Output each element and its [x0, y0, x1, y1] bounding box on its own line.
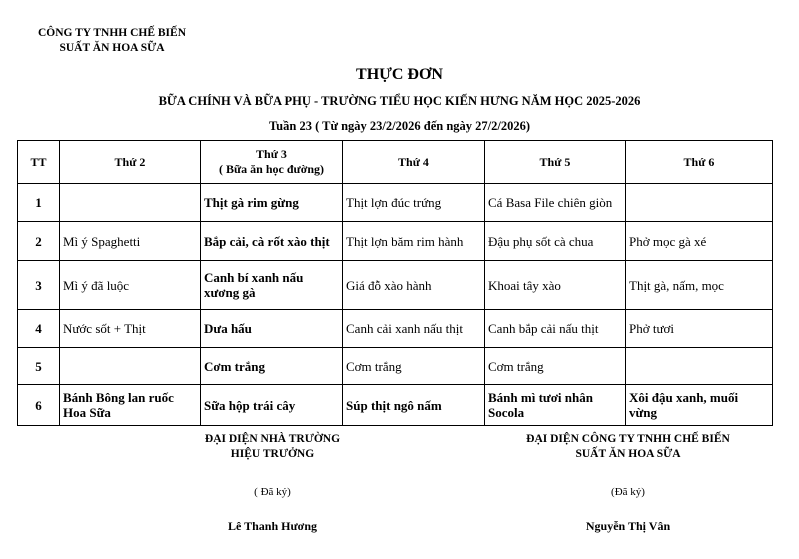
cell-thu2: Mì ý Spaghetti [60, 222, 201, 261]
header-tt: TT [18, 141, 60, 184]
cell-thu5: Canh bắp cải nấu thịt [485, 310, 626, 348]
cell-tt: 1 [18, 184, 60, 222]
header-thu3 [201, 141, 343, 184]
company-signer-name: Nguyễn Thị Vân [585, 519, 671, 533]
company-rep-title: ĐẠI DIỆN CÔNG TY TNHH CHẾ BIẾN [526, 433, 730, 445]
table-header-row [18, 141, 773, 184]
company-name-line1: CÔNG TY TNHH CHẾ BIẾN [37, 27, 187, 39]
page-title: THỰC ĐƠN [356, 66, 443, 83]
header-thu3-day: Thứ 3 [256, 147, 287, 161]
cell-thu6: Thịt gà, nấm, mọc [626, 261, 773, 310]
table-row [18, 222, 773, 261]
cell-tt: 3 [18, 261, 60, 310]
company-name-line2: SUẤT ĂN HOA SỮA [59, 42, 165, 54]
cell-thu3: Thịt gà rim gừng [201, 184, 343, 222]
cell-thu2 [60, 184, 201, 222]
cell-thu3: Bắp cải, cà rốt xào thịt [201, 222, 343, 261]
cell-thu2: Nước sốt + Thịt [60, 310, 201, 348]
cell-tt: 6 [18, 385, 60, 426]
table-row [18, 261, 773, 310]
cell-thu6: Xôi đậu xanh, muối vừng [626, 385, 773, 426]
cell-thu4: Thịt lợn đúc trứng [343, 184, 485, 222]
cell-thu4: Cơm trắng [343, 348, 485, 385]
cell-thu4: Canh cải xanh nấu thịt [343, 310, 485, 348]
cell-thu2: Mì ý đã luộc [60, 261, 201, 310]
table-row [18, 310, 773, 348]
school-signed-note: ( Đã ký) [254, 486, 291, 498]
cell-thu6 [626, 184, 773, 222]
cell-thu2 [60, 348, 201, 385]
company-signature-block [478, 432, 778, 534]
cell-tt: 2 [18, 222, 60, 261]
cell-thu5: Cá Basa File chiên giòn [485, 184, 626, 222]
menu-table [17, 140, 773, 426]
cell-thu4: Súp thịt ngô nấm [343, 385, 485, 426]
cell-thu3: Cơm trắng [201, 348, 343, 385]
school-signature-block [150, 432, 395, 534]
cell-thu5: Khoai tây xào [485, 261, 626, 310]
cell-thu5: Đậu phụ sốt cà chua [485, 222, 626, 261]
cell-thu2: Bánh Bông lan ruốc Hoa Sữa [60, 385, 201, 426]
table-row [18, 385, 773, 426]
school-rep-title: ĐẠI DIỆN NHÀ TRƯỜNG [204, 433, 341, 445]
cell-thu5: Bánh mì tươi nhân Socola [485, 385, 626, 426]
cell-thu3: Canh bí xanh nấu xương gà [201, 261, 343, 310]
header-thu6: Thứ 6 [626, 141, 773, 184]
company-rep-name-line: SUẤT ĂN HOA SỮA [575, 448, 681, 460]
cell-thu6: Phở tươi [626, 310, 773, 348]
company-signed-note: (Đã ký) [611, 486, 645, 498]
cell-tt: 4 [18, 310, 60, 348]
cell-thu5: Cơm trắng [485, 348, 626, 385]
cell-tt: 5 [18, 348, 60, 385]
cell-thu6 [626, 348, 773, 385]
week-range: Tuần 23 ( Từ ngày 23/2/2026 đến ngày 27/2/2026) [268, 119, 531, 133]
header-thu4: Thứ 4 [343, 141, 485, 184]
cell-thu3: Dưa hấu [201, 310, 343, 348]
cell-thu3: Sữa hộp trái cây [201, 385, 343, 426]
header-thu3-note: ( Bữa ăn học đường) [218, 162, 325, 176]
header-thu5: Thứ 5 [485, 141, 626, 184]
cell-thu4: Giá đỗ xào hành [343, 261, 485, 310]
school-rep-role: HIỆU TRƯỞNG [230, 448, 315, 460]
table-row [18, 184, 773, 222]
company-header [28, 26, 196, 56]
cell-thu6: Phở mọc gà xé [626, 222, 773, 261]
school-signer-name: Lê Thanh Hương [228, 519, 317, 533]
header-thu2: Thứ 2 [60, 141, 201, 184]
page-subtitle: BỮA CHÍNH VÀ BỮA PHỤ - TRƯỜNG TIỂU HỌC KIẾN HƯNG NĂM HỌC 2025-2026 [158, 94, 641, 108]
table-row [18, 348, 773, 385]
cell-thu4: Thịt lợn băm rim hành [343, 222, 485, 261]
